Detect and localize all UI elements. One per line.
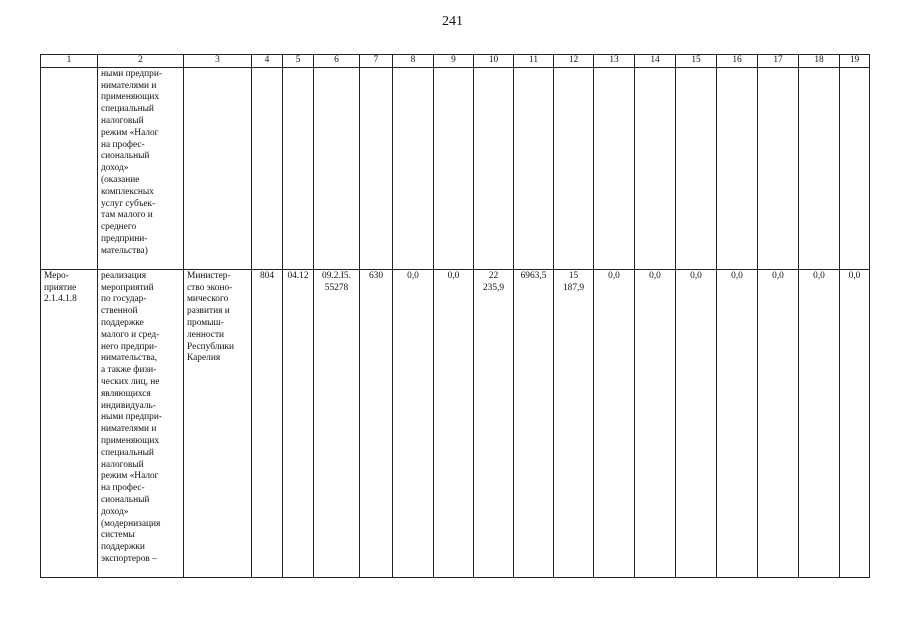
header-cell: 1 <box>41 55 98 68</box>
header-cell: 6 <box>314 55 360 68</box>
table-cell <box>635 67 676 269</box>
header-cell: 15 <box>676 55 717 68</box>
row2-col4: 804 <box>252 269 283 577</box>
table-cell <box>594 67 635 269</box>
header-cell: 16 <box>717 55 758 68</box>
row2-col15: 0,0 <box>676 269 717 577</box>
table-cell <box>676 67 717 269</box>
table-cell <box>514 67 554 269</box>
table-cell <box>283 67 314 269</box>
table-row <box>41 269 870 577</box>
row2-col18: 0,0 <box>799 269 840 577</box>
row2-col13: 0,0 <box>594 269 635 577</box>
header-cell: 8 <box>393 55 434 68</box>
table-cell <box>717 67 758 269</box>
header-cell: 17 <box>758 55 799 68</box>
table-cell <box>393 67 434 269</box>
row1-activity-description: ными предпри- нимателями и применяющих специальный налоговый режим «Налог на профес- сиональный доход» (оказание комплексных услуг субъек- там малого и среднего предприни- мательства) <box>98 67 184 269</box>
header-cell: 9 <box>434 55 474 68</box>
row2-col12: 15 187,9 <box>554 269 594 577</box>
table-cell <box>314 67 360 269</box>
table-cell <box>434 67 474 269</box>
header-cell: 13 <box>594 55 635 68</box>
row2-responsible-executor: Министер- ство эконо- мического развития и промыш- ленности Республики Карелия <box>184 269 252 577</box>
row1-activity-code <box>41 67 98 269</box>
header-cell: 12 <box>554 55 594 68</box>
row2-activity-description: реализация мероприятий по государ- ственной поддержке малого и сред- него предпри- нимательства, а также физи- ческих лиц, не являющихся индивидуаль- ными предпри- нимателями и применяющих специальный налоговый режим «Налог на профес- сиональный доход» (модернизация системы поддержки экспортеров – <box>98 269 184 577</box>
table-cell <box>758 67 799 269</box>
row2-activity-code: Меро- приятие 2.1.4.1.8 <box>41 269 98 577</box>
table-header-row <box>41 55 870 68</box>
header-cell: 18 <box>799 55 840 68</box>
row2-col5: 04.12 <box>283 269 314 577</box>
header-cell: 14 <box>635 55 676 68</box>
row2-col6: 09.2.I5. 55278 <box>314 269 360 577</box>
row2-col8: 0,0 <box>393 269 434 577</box>
page-number: 241 <box>442 14 463 29</box>
row2-col7: 630 <box>360 269 393 577</box>
budget-table <box>40 54 870 578</box>
table-row <box>41 67 870 269</box>
header-cell: 11 <box>514 55 554 68</box>
row2-col16: 0,0 <box>717 269 758 577</box>
table-cell <box>799 67 840 269</box>
table-cell <box>554 67 594 269</box>
table-cell <box>360 67 393 269</box>
header-cell: 10 <box>474 55 514 68</box>
header-cell: 3 <box>184 55 252 68</box>
row2-col11: 6963,5 <box>514 269 554 577</box>
row2-col10: 22 235,9 <box>474 269 514 577</box>
row2-col19: 0,0 <box>840 269 870 577</box>
table-cell <box>474 67 514 269</box>
header-cell: 5 <box>283 55 314 68</box>
header-cell: 7 <box>360 55 393 68</box>
row2-col9: 0,0 <box>434 269 474 577</box>
table-cell <box>184 67 252 269</box>
table-cell <box>840 67 870 269</box>
header-cell: 2 <box>98 55 184 68</box>
header-cell: 19 <box>840 55 870 68</box>
header-cell: 4 <box>252 55 283 68</box>
row2-col17: 0,0 <box>758 269 799 577</box>
table-cell <box>252 67 283 269</box>
row2-col14: 0,0 <box>635 269 676 577</box>
